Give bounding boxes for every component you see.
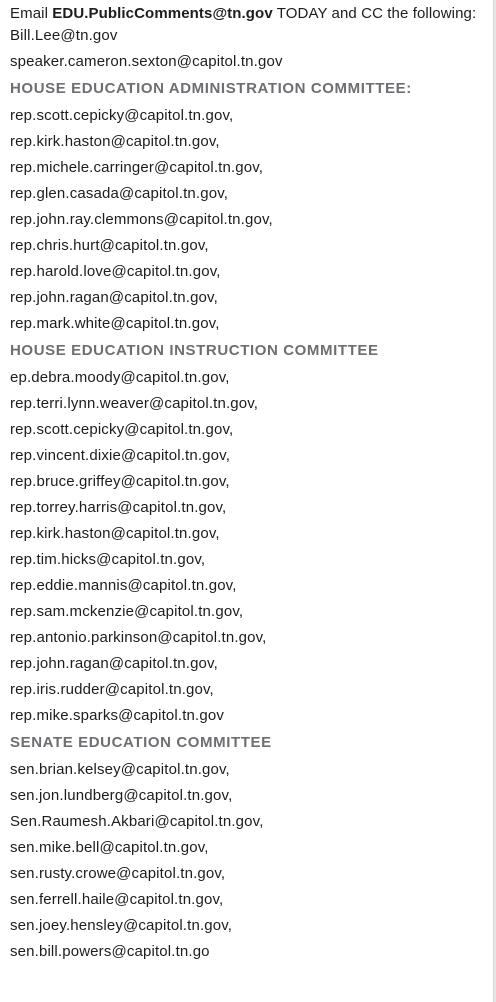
member-email[interactable]: rep.terri.lynn.weaver@capitol.tn.gov, [10, 395, 259, 412]
committee-section [10, 75, 493, 337]
member-email[interactable]: rep.iris.rudder@capitol.tn.gov, [10, 681, 214, 698]
member-email[interactable]: rep.glen.casada@capitol.tn.gov, [10, 185, 229, 202]
member-email[interactable]: rep.bruce.griffey@capitol.tn.gov, [10, 473, 230, 490]
member-email[interactable]: Sen.Raumesh.Akbari@capitol.tn.gov, [10, 813, 264, 830]
member-email[interactable]: sen.brian.kelsey@capitol.tn.gov, [10, 761, 230, 778]
member-email[interactable]: rep.vincent.dixie@capitol.tn.gov, [10, 447, 231, 464]
member-email[interactable]: rep.michele.carringer@capitol.tn.gov, [10, 159, 264, 176]
member-email[interactable]: sen.mike.bell@capitol.tn.gov, [10, 839, 209, 856]
member-email[interactable]: rep.john.ray.clemmons@capitol.tn.gov, [10, 211, 273, 228]
member-email[interactable]: rep.mark.white@capitol.tn.gov, [10, 315, 220, 332]
committee-heading: SENATE EDUCATION COMMITTEE [10, 734, 272, 751]
member-email[interactable]: rep.eddie.mannis@capitol.tn.gov, [10, 577, 237, 594]
member-email[interactable]: rep.scott.cepicky@capitol.tn.gov, [10, 107, 234, 124]
member-email[interactable]: rep.mike.sparks@capitol.tn.gov [10, 707, 224, 724]
member-email[interactable]: sen.rusty.crowe@capitol.tn.gov, [10, 865, 226, 882]
committee-heading: HOUSE EDUCATION INSTRUCTION COMMITTEE [10, 342, 379, 359]
member-email[interactable]: rep.sam.mckenzie@capitol.tn.gov, [10, 603, 244, 620]
committee-section [10, 729, 493, 965]
member-email[interactable]: rep.kirk.haston@capitol.tn.gov, [10, 133, 220, 150]
member-email[interactable]: sen.jon.lundberg@capitol.tn.gov, [10, 787, 233, 804]
member-email[interactable]: rep.antonio.parkinson@capitol.tn.gov, [10, 629, 267, 646]
intro-suffix: TODAY and CC the following: [272, 5, 477, 22]
committee-sections [10, 75, 493, 965]
member-email[interactable]: sen.bill.powers@capitol.tn.go [10, 943, 210, 960]
intro-paragraph [10, 5, 493, 22]
member-email[interactable]: sen.joey.hensley@capitol.tn.gov, [10, 917, 233, 934]
member-email[interactable]: rep.scott.cepicky@capitol.tn.gov, [10, 421, 234, 438]
member-email[interactable]: rep.harold.love@capitol.tn.gov, [10, 263, 221, 280]
primary-email[interactable]: EDU.PublicComments@tn.gov [52, 5, 273, 22]
member-email[interactable]: rep.john.ragan@capitol.tn.gov, [10, 655, 218, 672]
member-email[interactable]: rep.tim.hicks@capitol.tn.gov, [10, 551, 206, 568]
member-email[interactable]: rep.chris.hurt@capitol.tn.gov, [10, 237, 209, 254]
member-email[interactable]: rep.john.ragan@capitol.tn.gov, [10, 289, 218, 306]
committee-heading: HOUSE EDUCATION ADMINISTRATION COMMITTEE: [10, 80, 412, 97]
member-email[interactable]: rep.torrey.harris@capitol.tn.gov, [10, 499, 227, 516]
contact-email-speaker[interactable]: speaker.cameron.sexton@capitol.tn.gov [10, 53, 283, 70]
intro-prefix: Email [10, 5, 53, 22]
member-email[interactable]: sen.ferrell.haile@capitol.tn.gov, [10, 891, 224, 908]
top-contacts [10, 23, 493, 75]
member-email[interactable]: rep.kirk.haston@capitol.tn.gov, [10, 525, 220, 542]
committee-section [10, 337, 493, 729]
contact-email-governor[interactable]: Bill.Lee@tn.gov [10, 27, 118, 44]
member-email[interactable]: ep.debra.moody@capitol.tn.gov, [10, 369, 230, 386]
